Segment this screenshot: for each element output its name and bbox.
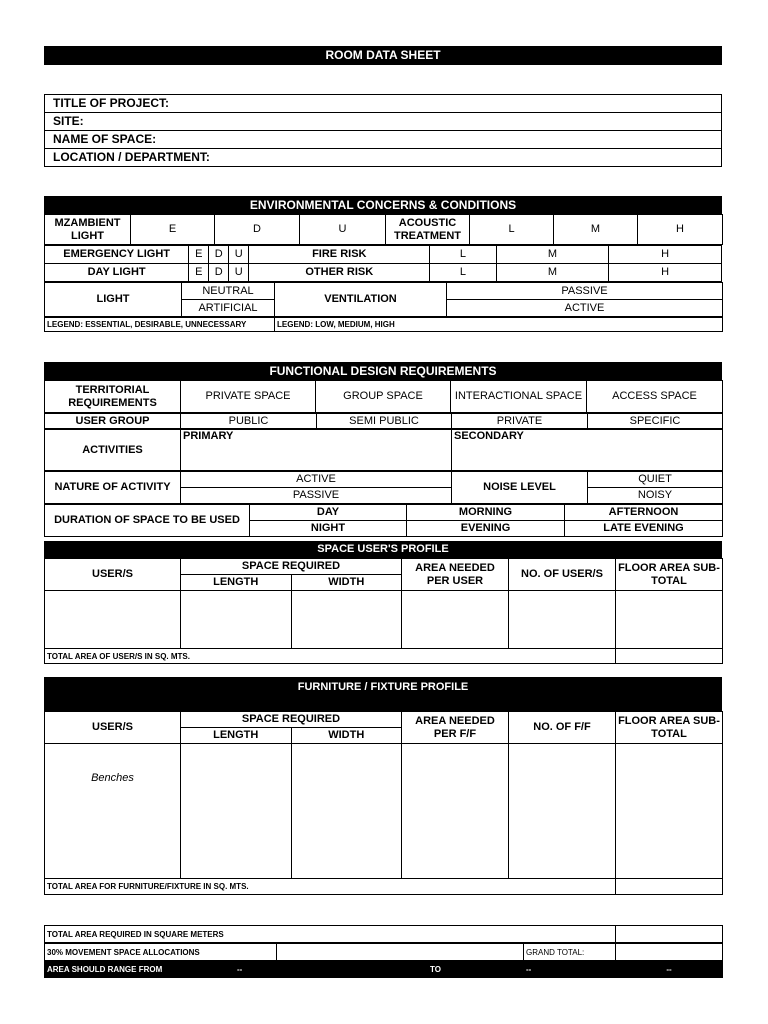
duration-label: DURATION OF SPACE TO BE USED xyxy=(45,505,250,537)
quiet-option[interactable]: QUIET xyxy=(588,472,723,488)
acoustic-m[interactable]: M xyxy=(554,215,638,245)
area-needed-header: AREA NEEDED PER USER xyxy=(402,559,509,591)
other-l[interactable]: L xyxy=(430,264,496,282)
ff-floor-area-header: FLOOR AREA SUB-TOTAL xyxy=(616,712,723,744)
late-evening-option[interactable]: LATE EVENING xyxy=(565,521,723,537)
user-group-label: USER GROUP xyxy=(45,414,181,429)
no-users-cell[interactable] xyxy=(509,591,616,649)
ff-floor-area-cell[interactable] xyxy=(616,744,723,879)
project-title-field[interactable]: TITLE OF PROJECT: xyxy=(45,95,722,113)
users-total-label: TOTAL AREA OF USER/S IN SQ. MTS. xyxy=(45,649,616,664)
ventilation-passive[interactable]: PASSIVE xyxy=(447,283,723,300)
length-header: LENGTH xyxy=(181,575,292,591)
project-info xyxy=(44,94,722,167)
public-option[interactable]: PUBLIC xyxy=(181,414,317,429)
ff-total-value[interactable] xyxy=(616,879,723,895)
ff-no-header: NO. OF F/F xyxy=(509,712,616,744)
semi-public-option[interactable]: SEMI PUBLIC xyxy=(317,414,452,429)
ambient-e[interactable]: E xyxy=(131,215,215,245)
emergency-u[interactable]: U xyxy=(229,246,249,264)
range-to-label: TO xyxy=(428,962,524,978)
legend-edu: LEGEND: ESSENTIAL, DESIRABLE, UNNECESSARY xyxy=(45,318,275,332)
daylight-e[interactable]: E xyxy=(189,264,209,282)
night-option[interactable]: NIGHT xyxy=(250,521,407,537)
range-from-label: AREA SHOULD RANGE FROM xyxy=(45,962,235,978)
acoustic-l[interactable]: L xyxy=(470,215,554,245)
space-users-header: SPACE USER'S PROFILE xyxy=(44,541,722,558)
fire-l[interactable]: L xyxy=(430,246,496,264)
environmental-section xyxy=(44,196,722,332)
ambient-light-label: MZAMBIENT LIGHT xyxy=(45,215,131,245)
legend-lmh: LEGEND: LOW, MEDIUM, HIGH xyxy=(275,318,723,332)
acoustic-h[interactable]: H xyxy=(638,215,723,245)
ventilation-label: VENTILATION xyxy=(275,283,447,317)
daylight-u[interactable]: U xyxy=(229,264,249,282)
specific-option[interactable]: SPECIFIC xyxy=(588,414,723,429)
user-cell[interactable] xyxy=(45,591,181,649)
fire-m[interactable]: M xyxy=(496,246,609,264)
interactional-space-option[interactable]: INTERACTIONAL SPACE xyxy=(451,381,587,413)
day-light-label: DAY LIGHT xyxy=(45,264,189,282)
ff-space-required-header: SPACE REQUIRED xyxy=(181,712,402,728)
total-required-value[interactable] xyxy=(616,926,723,943)
furniture-section xyxy=(44,677,722,895)
other-risk-label: OTHER RISK xyxy=(249,264,430,282)
ambient-d[interactable]: D xyxy=(215,215,300,245)
ff-width-cell[interactable] xyxy=(291,744,402,879)
ff-no-cell[interactable] xyxy=(509,744,616,879)
emergency-e[interactable]: E xyxy=(189,246,209,264)
range-total-value[interactable]: -- xyxy=(616,962,723,978)
day-option[interactable]: DAY xyxy=(250,505,407,521)
movement-value[interactable] xyxy=(277,944,524,961)
evening-option[interactable]: EVENING xyxy=(407,521,565,537)
nature-passive-option[interactable]: PASSIVE xyxy=(181,488,452,504)
grand-total-label: GRAND TOTAL: xyxy=(524,944,616,961)
noisy-option[interactable]: NOISY xyxy=(588,488,723,504)
range-to-value[interactable]: -- xyxy=(524,962,616,978)
ff-item-cell[interactable]: Benches xyxy=(45,744,181,879)
sheet-title: ROOM DATA SHEET xyxy=(44,46,722,65)
fire-h[interactable]: H xyxy=(609,246,722,264)
light-artificial[interactable]: ARTIFICIAL xyxy=(182,300,275,317)
ff-area-needed-header: AREA NEEDED PER F/F xyxy=(402,712,509,744)
ff-users-col-header: USER/S xyxy=(45,712,181,744)
environmental-header: ENVIRONMENTAL CONCERNS & CONDITIONS xyxy=(44,196,722,214)
ff-width-header: WIDTH xyxy=(291,728,402,744)
ff-total-label: TOTAL AREA FOR FURNITURE/FIXTURE IN SQ. MTS. xyxy=(45,879,616,895)
no-users-header: NO. OF USER/S xyxy=(509,559,616,591)
length-cell[interactable] xyxy=(181,591,292,649)
width-cell[interactable] xyxy=(291,591,402,649)
width-header: WIDTH xyxy=(291,575,402,591)
group-space-option[interactable]: GROUP SPACE xyxy=(316,381,451,413)
nature-activity-label: NATURE OF ACTIVITY xyxy=(45,472,181,504)
movement-label: 30% MOVEMENT SPACE ALLOCATIONS xyxy=(45,944,277,961)
floor-area-header: FLOOR AREA SUB-TOTAL xyxy=(616,559,723,591)
ff-area-cell[interactable] xyxy=(402,744,509,879)
total-required-label: TOTAL AREA REQUIRED IN SQUARE METERS xyxy=(45,926,616,943)
location-field[interactable]: LOCATION / DEPARTMENT: xyxy=(45,149,722,167)
other-h[interactable]: H xyxy=(609,264,722,282)
ambient-u[interactable]: U xyxy=(300,215,386,245)
daylight-d[interactable]: D xyxy=(209,264,229,282)
noise-level-label: NOISE LEVEL xyxy=(452,472,588,504)
floor-area-cell[interactable] xyxy=(616,591,723,649)
functional-header: FUNCTIONAL DESIGN REQUIREMENTS xyxy=(44,362,722,380)
private-space-option[interactable]: PRIVATE SPACE xyxy=(181,381,316,413)
other-m[interactable]: M xyxy=(496,264,609,282)
range-from-value[interactable]: -- xyxy=(235,962,428,978)
primary-activities-field[interactable]: PRIMARY xyxy=(181,430,452,471)
morning-option[interactable]: MORNING xyxy=(407,505,565,521)
space-name-field[interactable]: NAME OF SPACE: xyxy=(45,131,722,149)
emergency-light-label: EMERGENCY LIGHT xyxy=(45,246,189,264)
nature-active-option[interactable]: ACTIVE xyxy=(181,472,452,488)
light-neutral[interactable]: NEUTRAL xyxy=(182,283,275,300)
light-label: LIGHT xyxy=(45,283,182,317)
fire-risk-label: FIRE RISK xyxy=(249,246,430,264)
area-cell[interactable] xyxy=(402,591,509,649)
territorial-label: TERRITORIAL REQUIREMENTS xyxy=(45,381,181,413)
ff-length-cell[interactable] xyxy=(181,744,292,879)
space-users-section xyxy=(44,541,722,664)
grand-total-value[interactable] xyxy=(616,944,723,961)
users-col-header: USER/S xyxy=(45,559,181,591)
access-space-option[interactable]: ACCESS SPACE xyxy=(587,381,723,413)
activities-label: ACTIVITIES xyxy=(45,430,181,471)
space-required-header: SPACE REQUIRED xyxy=(181,559,402,575)
functional-section xyxy=(44,362,722,537)
afternoon-option[interactable]: AFTERNOON xyxy=(565,505,723,521)
private-option[interactable]: PRIVATE xyxy=(452,414,588,429)
summary-section xyxy=(44,925,722,978)
secondary-activities-field[interactable]: SECONDARY xyxy=(452,430,723,471)
acoustic-label: ACOUSTIC TREATMENT xyxy=(386,215,470,245)
ventilation-active[interactable]: ACTIVE xyxy=(447,300,723,317)
site-field[interactable]: SITE: xyxy=(45,113,722,131)
users-total-value[interactable] xyxy=(616,649,723,664)
ff-length-header: LENGTH xyxy=(181,728,292,744)
emergency-d[interactable]: D xyxy=(209,246,229,264)
furniture-header: FURNITURE / FIXTURE PROFILE xyxy=(44,677,722,711)
